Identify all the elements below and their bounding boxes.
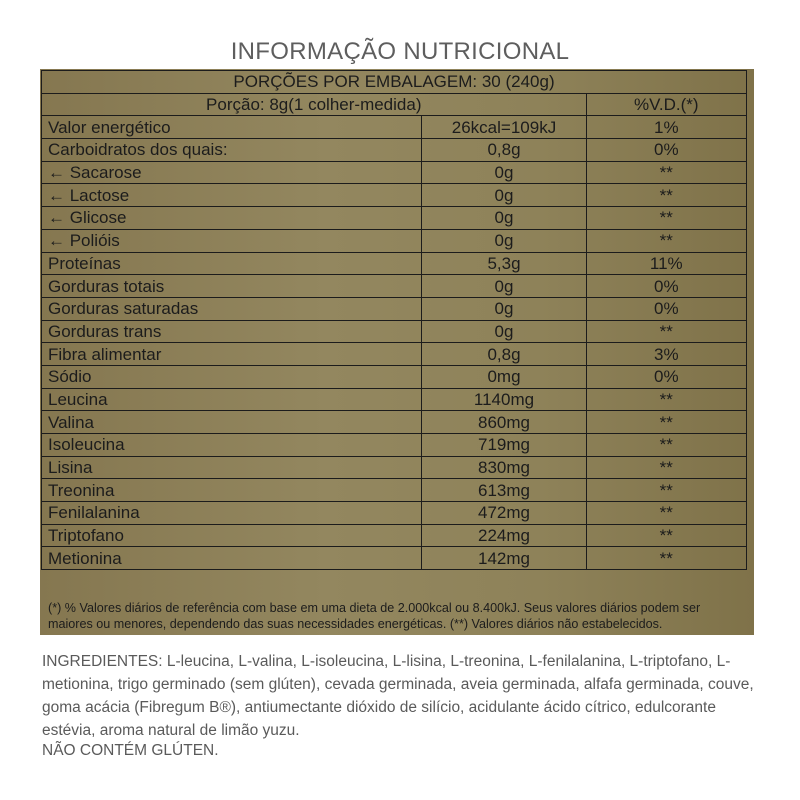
nutrient-name: Triptofano [42, 524, 422, 547]
table-row [42, 139, 747, 162]
nutrient-name: Fibra alimentar [42, 343, 422, 366]
nutrient-amount: 224mg [422, 524, 586, 547]
table-row [42, 184, 747, 207]
nutrient-amount: 1140mg [422, 388, 586, 411]
serving-size: Porção: 8g(1 colher-medida) [42, 93, 587, 116]
gluten-notice: NÃO CONTÉM GLÚTEN. [42, 742, 219, 759]
nutrient-name: Treonina [42, 479, 422, 502]
nutrient-dv: ** [586, 184, 746, 207]
nutrient-amount: 0g [422, 184, 586, 207]
nutrient-name: Gorduras saturadas [42, 297, 422, 320]
ingredients-text: INGREDIENTES: L-leucina, L-valina, L-isoleucina, L-lisina, L-treonina, L-fenilalanina, L-triptofano, L-metionina, trigo germinado (sem glúten), cevada germinada, aveia germinada, alfafa germinada, couve, goma acácia (Fibregum B®), antiumectante dióxido de silício, acidulante ácido cítrico, edulcorante estévia, aroma natural de limão yuzu. [42, 653, 754, 739]
nutrient-amount: 0g [422, 320, 586, 343]
nutrient-dv: ** [586, 524, 746, 547]
table-row [42, 297, 747, 320]
table-row [42, 343, 747, 366]
nutrient-name: ← Sacarose [42, 161, 422, 184]
nutrient-amount: 0,8g [422, 139, 586, 162]
serving-size-row [42, 93, 747, 116]
table-row [42, 479, 747, 502]
nutrient-name: Isoleucina [42, 434, 422, 457]
nutrient-dv: 0% [586, 365, 746, 388]
table-row [42, 502, 747, 525]
table-row [42, 411, 747, 434]
nutrient-dv: ** [586, 434, 746, 457]
nutrient-dv: ** [586, 161, 746, 184]
nutrient-name: Lisina [42, 456, 422, 479]
table-row [42, 275, 747, 298]
nutrient-name: Sódio [42, 365, 422, 388]
nutrient-name: Valina [42, 411, 422, 434]
nutrient-dv: ** [586, 388, 746, 411]
nutrient-amount: 0g [422, 297, 586, 320]
page-title: INFORMAÇÃO NUTRICIONAL [230, 38, 570, 65]
nutrient-name: Metionina [42, 547, 422, 570]
table-row [42, 388, 747, 411]
nutrition-table-panel [40, 69, 754, 635]
nutrient-amount: 26kcal=109kJ [422, 116, 586, 139]
nutrient-amount: 830mg [422, 456, 586, 479]
nutrient-amount: 0mg [422, 365, 586, 388]
nutrient-name: ← Glicose [42, 207, 422, 230]
nutrient-name: Gorduras totais [42, 275, 422, 298]
nutrient-amount: 142mg [422, 547, 586, 570]
nutrient-dv: ** [586, 229, 746, 252]
dv-header: %V.D.(*) [586, 93, 746, 116]
nutrient-name: Proteínas [42, 252, 422, 275]
nutrient-amount: 5,3g [422, 252, 586, 275]
table-row [42, 161, 747, 184]
nutrient-dv: 0% [586, 139, 746, 162]
nutrient-amount: 0g [422, 207, 586, 230]
nutrient-amount: 719mg [422, 434, 586, 457]
nutrient-amount: 613mg [422, 479, 586, 502]
table-row [42, 320, 747, 343]
servings-per-package: PORÇÕES POR EMBALAGEM: 30 (240g) [42, 71, 747, 94]
table-row [42, 229, 747, 252]
nutrient-dv: ** [586, 411, 746, 434]
nutrient-dv: ** [586, 547, 746, 570]
nutrient-dv: ** [586, 502, 746, 525]
nutrient-dv: 11% [586, 252, 746, 275]
nutrient-dv: ** [586, 479, 746, 502]
nutrient-dv: ** [586, 320, 746, 343]
nutrient-amount: 0g [422, 275, 586, 298]
nutrient-amount: 0,8g [422, 343, 586, 366]
nutrient-dv: ** [586, 207, 746, 230]
servings-row [42, 71, 747, 94]
nutrient-name: Leucina [42, 388, 422, 411]
nutrient-amount: 0g [422, 161, 586, 184]
table-row [42, 524, 747, 547]
nutrient-name: ← Polióis [42, 229, 422, 252]
nutrient-name: Gorduras trans [42, 320, 422, 343]
nutrition-table [41, 70, 747, 570]
nutrient-amount: 472mg [422, 502, 586, 525]
nutrient-name: Fenilalanina [42, 502, 422, 525]
table-row [42, 456, 747, 479]
nutrient-name: ← Lactose [42, 184, 422, 207]
nutrient-dv: 3% [586, 343, 746, 366]
nutrient-amount: 0g [422, 229, 586, 252]
nutrient-dv: ** [586, 456, 746, 479]
table-row [42, 252, 747, 275]
table-row [42, 434, 747, 457]
table-row [42, 365, 747, 388]
table-row [42, 547, 747, 570]
table-row [42, 207, 747, 230]
table-row [42, 116, 747, 139]
footnote: (*) % Valores diários de referência com base em uma dieta de 2.000kcal ou 8.400kJ. Seus valores diários podem ser maiores ou menores, dependendo das suas necessidades energéticas. (**) Valores diários não estabelecidos. [48, 601, 701, 631]
nutrient-dv: 1% [586, 116, 746, 139]
nutrient-name: Carboidratos dos quais: [42, 139, 422, 162]
nutrient-amount: 860mg [422, 411, 586, 434]
nutrient-dv: 0% [586, 297, 746, 320]
nutrient-name: Valor energético [42, 116, 422, 139]
nutrient-dv: 0% [586, 275, 746, 298]
